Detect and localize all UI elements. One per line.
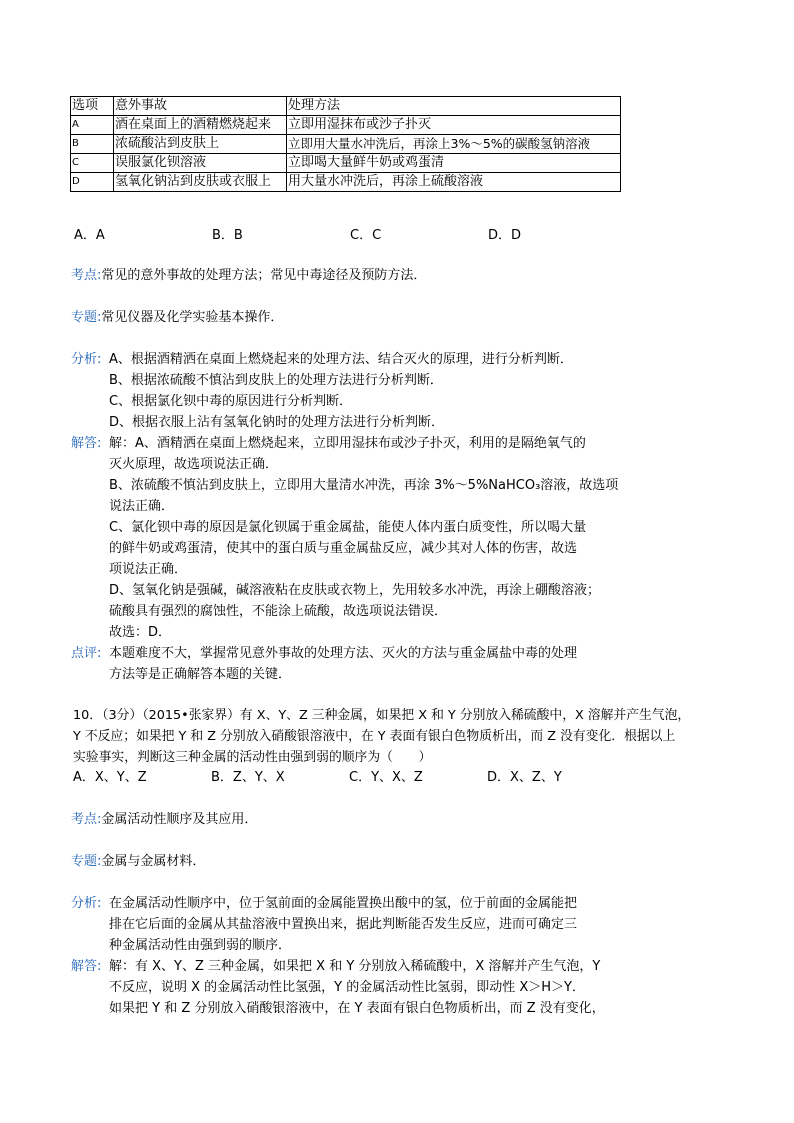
q9-kaodian bbox=[71, 266, 426, 286]
table-cell: 立即喝大量鲜牛奶或鸡蛋清 bbox=[287, 154, 621, 173]
table-row bbox=[71, 173, 621, 192]
q9-fenxi-label bbox=[71, 350, 101, 370]
fenxi-line: D、根据衣服上沾有氢氧化钠时的处理方法进行分析判断． bbox=[109, 415, 445, 430]
table-cell: 氢氧化钠沾到皮肤或衣服上 bbox=[114, 173, 287, 192]
fenxi-line: 种金属活动性由强到弱的顺序． bbox=[109, 938, 292, 953]
zhuanti-text: 金属与金属材料． bbox=[101, 854, 206, 869]
jieda-line: 硫酸具有强烈的腐蚀性，不能涂上硫酸，故选项说法错误． bbox=[109, 604, 448, 619]
q10-zhuanti bbox=[71, 852, 205, 872]
q10-fenxi-label bbox=[71, 894, 101, 914]
jieda-line: 如果把 Y 和 Z 分别放入硝酸银溶液中，在 Y 表面有银白色物质析出，而 Z 没有变化， bbox=[109, 1001, 605, 1016]
table-row bbox=[71, 116, 621, 135]
zhuanti-text: 常见仪器及化学实验基本操作． bbox=[101, 310, 284, 325]
jieda-line: 说法正确． bbox=[109, 499, 175, 514]
table-row bbox=[71, 135, 621, 154]
fenxi-line: B、根据浓硫酸不慎沾到皮肤上的处理方法进行分析判断． bbox=[109, 373, 443, 388]
kaodian-label: 考点: bbox=[71, 812, 102, 827]
table-cell: C bbox=[71, 154, 114, 173]
jieda-line: B、浓硫酸不慎沾到皮肤上，立即用大量清水冲洗，再涂 3%～5%NaHCO₃溶液，故选项 bbox=[109, 478, 619, 493]
table-cell: 立即用湿抹布或沙子扑灭 bbox=[287, 116, 621, 135]
zhuanti-label: 专题: bbox=[71, 854, 102, 869]
q9-choices bbox=[74, 226, 614, 246]
table-cell: 浓硫酸沾到皮肤上 bbox=[114, 135, 287, 154]
kaodian-text: 金属活动性顺序及其应用． bbox=[101, 812, 258, 827]
jieda-line: 故选：D． bbox=[109, 625, 172, 640]
choice-c: C．C bbox=[350, 228, 382, 243]
choice-d: D．X、Z、Y bbox=[487, 770, 562, 785]
table-cell: 立即用大量水冲洗后，再涂上3%～5%的碳酸氢钠溶液 bbox=[287, 135, 621, 154]
dianping-line: 方法等是正确解答本题的关键． bbox=[109, 667, 292, 682]
jieda-line: 的鲜牛奶或鸡蛋清，使其中的蛋白质与重金属盐反应，减少其对人体的伤害，故选 bbox=[109, 541, 578, 556]
table-cell: A bbox=[71, 116, 114, 135]
q10-stem-line: 实验事实，判断这三种金属的活动性由强到弱的顺序为（ ） bbox=[73, 750, 432, 765]
jieda-line: 灭火原理，故选项说法正确． bbox=[109, 457, 279, 472]
table-header-cell: 处理方法 bbox=[287, 97, 621, 116]
table-cell: B bbox=[71, 135, 114, 154]
q10-jieda-label bbox=[71, 957, 101, 977]
choice-b: B．Z、Y、X bbox=[211, 770, 285, 785]
table-header-cell: 选项 bbox=[71, 97, 114, 116]
q9-dianping-label bbox=[71, 644, 101, 664]
jieda-line: 解：有 X、Y、Z 三种金属，如果把 X 和 Y 分别放入稀硫酸中，X 溶解并产生气泡，Y bbox=[109, 959, 601, 974]
jieda-line: 不反应，说明 X 的金属活动性比氢强，Y 的金属活动性比氢弱，即动性 X＞H＞Y． bbox=[109, 980, 585, 995]
fenxi-line: 在金属活动性顺序中，位于氢前面的金属能置换出酸中的氢，位于前面的金属能把 bbox=[109, 896, 578, 911]
table-row bbox=[71, 154, 621, 173]
dianping-label: 点评: bbox=[71, 646, 102, 661]
choice-c: C．Y、X、Z bbox=[349, 770, 423, 785]
q10-stem-line: Y 不反应；如果把 Y 和 Z 分别放入硝酸银溶液中，在 Y 表面有银白色物质析出，而 Z 没有变化．根据以上 bbox=[73, 729, 676, 744]
choice-a: A．X、Y、Z bbox=[73, 770, 147, 785]
fenxi-label: 分析: bbox=[71, 352, 102, 367]
choice-a: A．A bbox=[74, 228, 105, 243]
table-cell: 误服氯化钡溶液 bbox=[114, 154, 287, 173]
jieda-label: 解答: bbox=[71, 436, 102, 451]
zhuanti-label: 专题: bbox=[71, 310, 102, 325]
fenxi-line: 排在它后面的金属从其盐溶液中置换出来，据此判断能否发生反应，进而可确定三 bbox=[109, 917, 578, 932]
table-cell: D bbox=[71, 173, 114, 192]
choice-b: B．B bbox=[212, 228, 243, 243]
fenxi-line: C、根据氯化钡中毒的原因进行分析判断． bbox=[109, 394, 353, 409]
q9-zhuanti bbox=[71, 308, 283, 328]
table-cell: 用大量水冲洗后，再涂上硫酸溶液 bbox=[287, 173, 621, 192]
q10-stem-line: 10．（3分）（2015•张家界）有 X、Y、Z 三种金属，如果把 X 和 Y 分别放入稀硫酸中，X 溶解并产生气泡， bbox=[73, 708, 691, 723]
kaodian-label: 考点: bbox=[71, 268, 102, 283]
q10-kaodian bbox=[71, 810, 257, 830]
fenxi-line: A、根据酒精洒在桌面上燃烧起来的处理方法、结合灭火的原理，进行分析判断． bbox=[109, 352, 573, 367]
table-header-row bbox=[71, 97, 621, 116]
q10-choices bbox=[73, 768, 593, 788]
jieda-line: 项说法正确． bbox=[109, 562, 188, 577]
fenxi-label: 分析: bbox=[71, 896, 102, 911]
jieda-line: C、氯化钡中毒的原因是氯化钡属于重金属盐，能使人体内蛋白质变性，所以喝大量 bbox=[109, 520, 587, 535]
jieda-line: D、氢氧化钠是强碱，碱溶液粘在皮肤或衣物上，先用较多水冲洗，再涂上硼酸溶液； bbox=[109, 583, 601, 598]
dianping-line: 本题难度不大，掌握常见意外事故的处理方法、灭火的方法与重金属盐中毒的处理 bbox=[109, 646, 578, 661]
choice-d: D．D bbox=[488, 228, 522, 243]
options-table bbox=[70, 96, 621, 192]
table-header-cell: 意外事故 bbox=[114, 97, 287, 116]
jieda-line: 解：A、酒精洒在桌面上燃烧起来，立即用湿抹布或沙子扑灭，利用的是隔绝氧气的 bbox=[109, 436, 586, 451]
jieda-label: 解答: bbox=[71, 959, 102, 974]
table-cell: 酒在桌面上的酒精燃烧起来 bbox=[114, 116, 287, 135]
q9-jieda-label bbox=[71, 434, 101, 454]
kaodian-text: 常见的意外事故的处理方法；常见中毒途径及预防方法． bbox=[101, 268, 427, 283]
